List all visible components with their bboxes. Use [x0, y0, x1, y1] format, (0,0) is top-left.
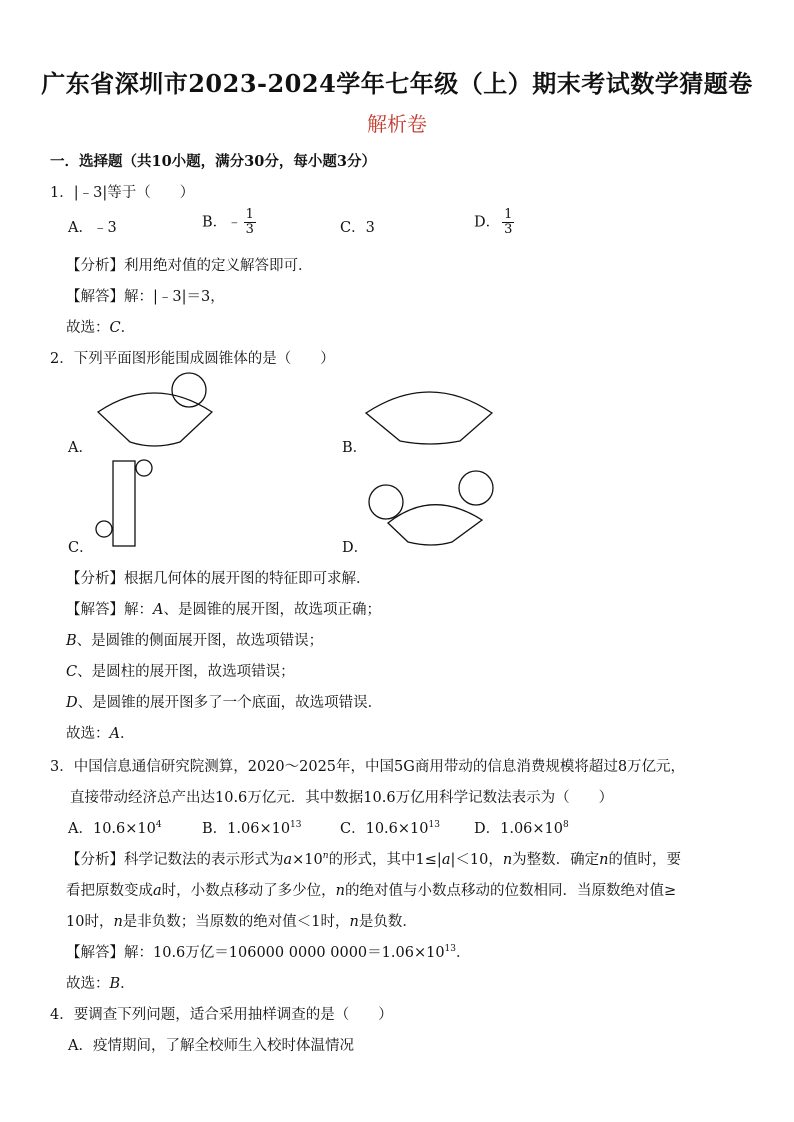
q3-analysis-line2: 看把原数变成a时，小数点移动了多少位，n的绝对值与小数点移动的位数相同．当原数绝对值≥	[66, 883, 677, 899]
q1-option-b: B．﹣ $\frac{1}{3}$	[202, 207, 254, 237]
q2-analysis: 【分析】根据几何体的展开图的特征即可求解．	[66, 571, 371, 587]
q3-analysis-line3: 10时，n是非负数；当原数的绝对值＜1时，n是负数．	[66, 914, 417, 930]
q1-analysis: 【分析】利用绝对值的定义解答即可．	[66, 258, 313, 274]
q3-option-d: D．$1.06\times 10^8$	[474, 820, 569, 837]
q2-answer-c: C、是圆柱的展开图，故选项错误；	[66, 664, 295, 680]
page-subtitle: 解析卷	[367, 112, 427, 136]
q2-label-c: C．	[68, 540, 94, 556]
q3-analysis-line1: 【分析】科学记数法的表示形式为$a\times 10^n$的形式，其中1≤|a|＜10，n为整数．确定n的值时，要	[66, 851, 682, 868]
fraction: $\frac{1}{3}$	[504, 207, 513, 237]
q1-option-a: A．﹣3	[68, 220, 117, 236]
q2-label-d: D．	[342, 540, 369, 556]
page-title: 广东省深圳市2023-2024学年七年级（上）期末考试数学猜题卷	[41, 69, 753, 98]
q2-answer-a: 【解答】解：A、是圆锥的展开图，故选项正确；	[66, 602, 381, 618]
option-a-figure	[90, 370, 220, 450]
q2-answer-d: D、是圆锥的展开图多了一个底面，故选项错误．	[66, 695, 383, 711]
q2-label-b: B．	[342, 440, 368, 456]
q4-stem: 4．要调查下列问题，适合采用抽样调查的是（ ）	[50, 1007, 393, 1023]
q1-option-c: C．3	[340, 220, 375, 236]
q3-stem-line2: 直接带动经济总产出达10.6万亿元．其中数据10.6万亿用科学记数法表示为（ ）	[70, 790, 614, 806]
q2-answer-b: B、是圆锥的侧面展开图，故选项错误；	[66, 633, 324, 649]
q2-choice: 故选：A．	[66, 726, 135, 742]
q3-choice: 故选：B．	[66, 976, 135, 992]
option-b-figure	[360, 385, 500, 450]
q1-answer: 【解答】解：|﹣3|＝3，	[66, 289, 225, 305]
q2-stem: 2．下列平面图形能围成圆锥体的是（ ）	[50, 351, 335, 367]
q2-label-a: A．	[68, 440, 93, 456]
option-c-figure	[90, 455, 160, 550]
fraction: $\frac{1}{3}$	[245, 207, 254, 237]
option-d-figure	[362, 468, 502, 550]
q1-stem: 1．|﹣3|等于（ ）	[50, 185, 195, 201]
q4-option-a: A．疫情期间，了解全校师生入校时体温情况	[68, 1038, 354, 1054]
q3-answer: 【解答】解：10.6万亿＝106000 0000 $0000=1.06\times 10^{13}$．	[66, 944, 471, 961]
q1-choice: 故选：C．	[66, 320, 136, 336]
q3-stem-line1: 3．中国信息通信研究院测算，2020～2025年，中国5G商用带动的信息消费规模将超过8万亿元，	[50, 759, 686, 775]
q3-option-c: C．$10.6\times 10^{13}$	[340, 820, 440, 837]
section-heading: 一．选择题（共10小题，满分30分，每小题3分）	[50, 153, 376, 170]
q3-option-b: B．$1.06\times 10^{13}$	[202, 820, 302, 837]
q1-option-d: D． $\frac{1}{3}$	[474, 207, 513, 237]
q3-option-a: A．$10.6\times 10^4$	[68, 820, 162, 837]
